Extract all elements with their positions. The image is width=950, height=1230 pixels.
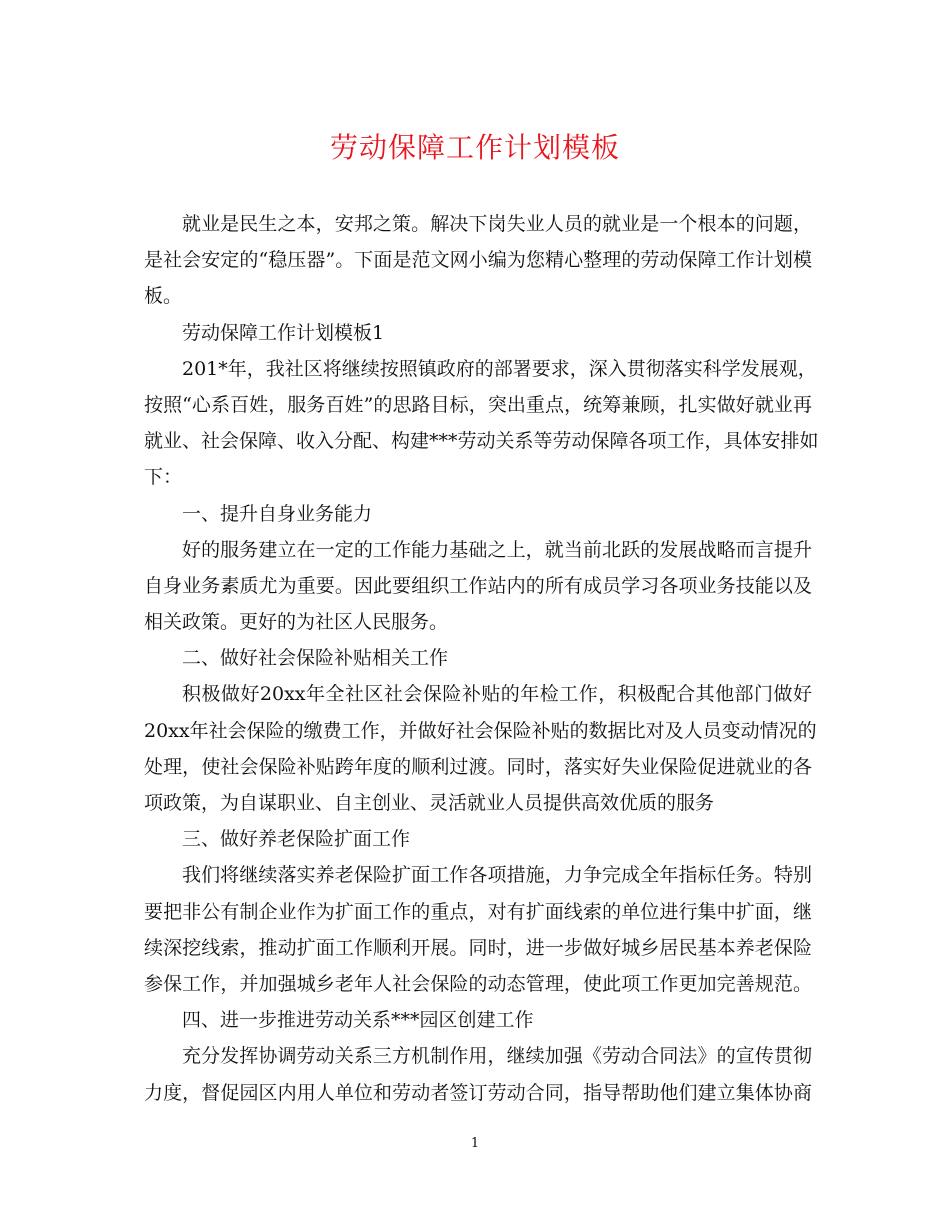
text-line: 相关政策。更好的为社区人民服务。 [144,611,449,634]
section-heading: 三、做好养老保险扩面工作 [182,828,411,851]
text-line: 参保工作，并加强城乡老年人社会保险的动态管理，使此项工作更加完善规范。 [144,972,812,995]
section-heading: 四、进一步推进劳动关系***园区创建工作 [182,1009,534,1032]
text-line: 力度，督促园区内用人单位和劳动者签订劳动合同，指导帮助他们建立集体协商 [144,1081,812,1104]
text-line: 是社会安定的“稳压器”。下面是范文网小编为您精心整理的劳动保障工作计划模 [144,249,812,272]
document-body [144,206,819,1111]
section-heading: 二、做好社会保险补贴相关工作 [182,647,449,670]
text-line: 20xx年社会保险的缴费工作，并做好社会保险补贴的数据比对及人员变动情况的 [144,719,817,742]
text-line: 就业是民生之本，安邦之策。解决下岗失业人员的就业是一个根本的问题， [182,213,812,235]
text-line: 板。 [144,285,183,308]
section-heading: 劳动保障工作计划模板1 [182,321,385,344]
text-line: 续深挖线索，推动扩面工作顺利开展。同时，进一步做好城乡居民基本养老保险 [144,936,812,959]
text-line: 好的服务建立在一定的工作能力基础之上，就当前北跃的发展战略而言提升 [182,538,812,561]
text-line: 我们将继续落实养老保险扩面工作各项措施，力争完成全年指标任务。特别 [182,864,812,887]
text-line: 下： [144,466,183,489]
text-line: 201*年，我社区将继续按照镇政府的部署要求，深入贯彻落实科学发展观， [182,357,817,380]
text-line: 按照“心系百姓，服务百姓”的思路目标，突出重点，统筹兼顾，扎实做好就业再 [144,393,812,416]
document-title: 劳动保障工作计划模板 [329,131,620,164]
page-number: 1 [470,1136,480,1151]
text-line: 充分发挥协调劳动关系三方机制作用，继续加强《劳动合同法》的宣传贯彻 [182,1045,812,1068]
text-line: 自身业务素质尤为重要。因此要组织工作站内的所有成员学习各项业务技能以及 [144,574,812,597]
text-line: 要把非公有制企业作为扩面工作的重点，对有扩面线索的单位进行集中扩面，继 [144,900,812,923]
section-heading: 一、提升自身业务能力 [182,502,373,525]
text-line: 项政策，为自谋职业、自主创业、灵活就业人员提供高效优质的服务 [144,792,715,814]
text-line: 积极做好20xx年全社区社会保险补贴的年检工作，积极配合其他部门做好 [182,683,812,706]
text-line: 就业、社会保障、收入分配、构建***劳动关系等劳动保障各项工作，具体安排如 [144,430,819,453]
text-line: 处理，使社会保险补贴跨年度的顺利过渡。同时，落实好失业保险促进就业的各 [144,755,812,778]
